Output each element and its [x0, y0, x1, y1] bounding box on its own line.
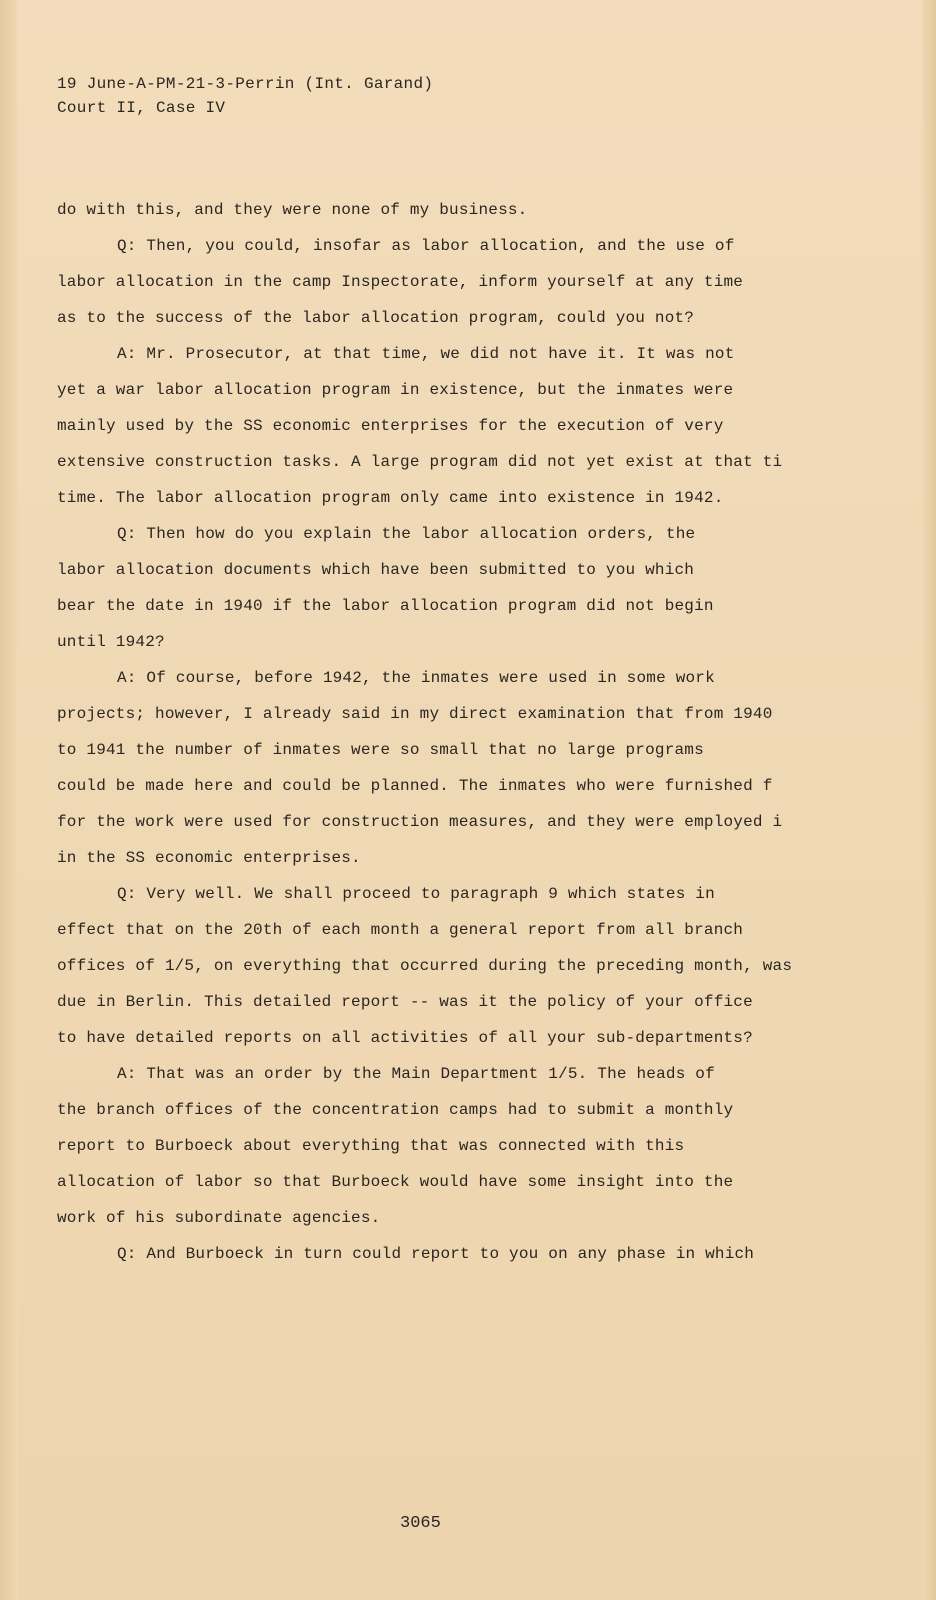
transcript-line: could be made here and could be planned. The inmates who were furnished f — [57, 777, 773, 795]
transcript-line: labor allocation documents which have been submitted to you which — [57, 561, 695, 579]
transcript-line: due in Berlin. This detailed report -- was it the policy of your office — [57, 993, 753, 1011]
page-edge-right — [922, 0, 936, 1600]
transcript-line: to 1941 the number of inmates were so small that no large programs — [57, 741, 704, 759]
transcript-line: allocation of labor so that Burboeck would have some insight into the — [57, 1173, 734, 1191]
transcript-line: projects; however, I already said in my direct examination that from 1940 — [57, 705, 773, 723]
transcript-line: bear the date in 1940 if the labor allocation program did not begin — [57, 597, 714, 615]
transcript-line: Q: Then how do you explain the labor allocation orders, the — [117, 525, 696, 543]
page-edge-left — [0, 0, 18, 1600]
transcript-line: A: Mr. Prosecutor, at that time, we did not have it. It was not — [117, 345, 735, 363]
transcript-line: report to Burboeck about everything that was connected with this — [57, 1137, 685, 1155]
transcript-line: A: Of course, before 1942, the inmates were used in some work — [117, 669, 715, 687]
transcript-line: effect that on the 20th of each month a general report from all branch — [57, 921, 744, 939]
transcript-line: to have detailed reports on all activities of all your sub-departments? — [57, 1029, 753, 1047]
transcript-line: mainly used by the SS economic enterprises for the execution of very — [57, 417, 724, 435]
transcript-line: work of his subordinate agencies. — [57, 1209, 381, 1227]
transcript-line: Q: Very well. We shall proceed to paragraph 9 which states in — [117, 885, 715, 903]
transcript-body — [57, 192, 817, 1272]
transcript-line: until 1942? — [57, 633, 165, 651]
header-line-2: Court II, Case IV — [57, 99, 226, 117]
page-number: 3065 — [400, 1514, 441, 1533]
transcript-line: for the work were used for construction measures, and they were employed i — [57, 813, 783, 831]
document-header — [57, 72, 433, 120]
header-line-1: 19 June-A-PM-21-3-Perrin (Int. Garand) — [57, 75, 434, 93]
transcript-line: time. The labor allocation program only came into existence in 1942. — [57, 489, 724, 507]
transcript-line: in the SS economic enterprises. — [57, 849, 361, 867]
transcript-line: Q: And Burboeck in turn could report to you on any phase in which — [117, 1245, 755, 1263]
transcript-line: do with this, and they were none of my business. — [57, 201, 528, 219]
transcript-line: A: That was an order by the Main Department 1/5. The heads of — [117, 1065, 715, 1083]
transcript-line: yet a war labor allocation program in existence, but the inmates were — [57, 381, 734, 399]
transcript-line: Q: Then, you could, insofar as labor allocation, and the use of — [117, 237, 735, 255]
transcript-line: offices of 1/5, on everything that occurred during the preceding month, was — [57, 957, 793, 975]
transcript-line: extensive construction tasks. A large program did not yet exist at that ti — [57, 453, 783, 471]
transcript-line: labor allocation in the camp Inspectorate, inform yourself at any time — [57, 273, 744, 291]
transcript-line: as to the success of the labor allocation program, could you not? — [57, 309, 695, 327]
transcript-line: the branch offices of the concentration camps had to submit a monthly — [57, 1101, 734, 1119]
